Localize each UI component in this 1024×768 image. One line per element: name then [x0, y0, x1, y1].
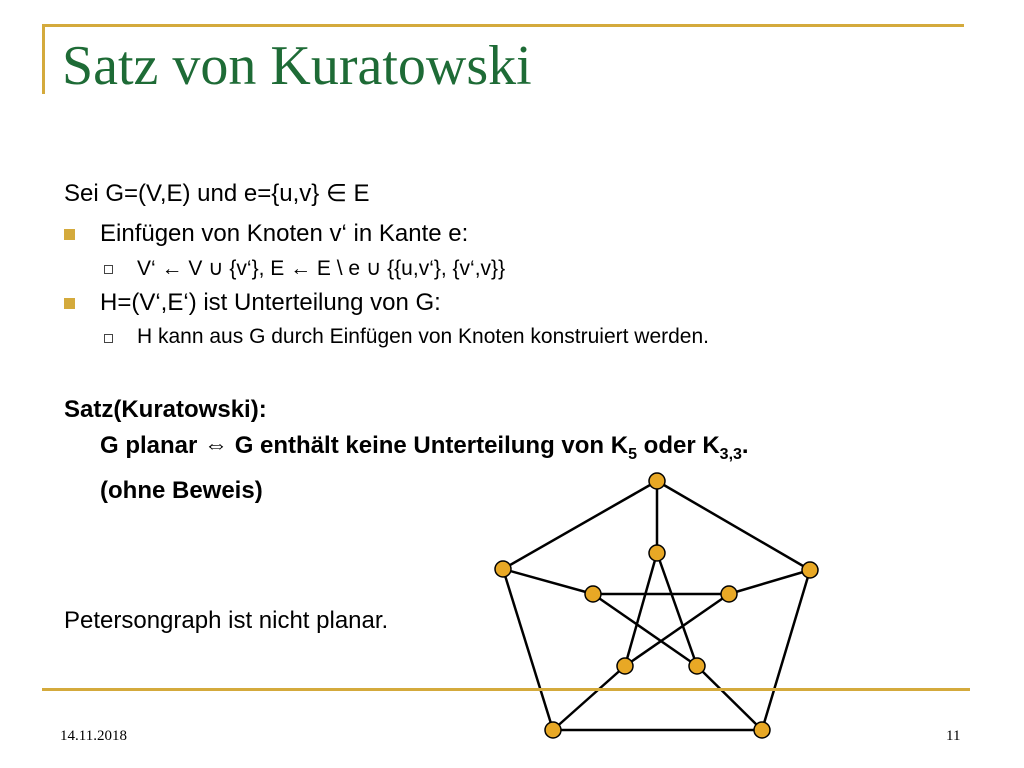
- sub-bullet-box-icon: [104, 334, 113, 343]
- graph-node: [649, 545, 665, 561]
- intro-text: Sei G=(V,E) und e={u,v} ∈ E: [64, 180, 370, 207]
- bottom-border-line: [42, 688, 970, 691]
- graph-edge: [503, 569, 553, 730]
- graph-edge: [503, 569, 593, 594]
- graph-node: [721, 586, 737, 602]
- graph-edge: [657, 553, 697, 666]
- theorem-heading: Satz(Kuratowski):: [64, 396, 267, 423]
- theorem-statement: G planar ⇔ G enthält keine Unterteilung von $K_5$ oder $K_{3,3}$.: [100, 432, 749, 463]
- bullet-insert-node: Einfügen von Knoten v‘ in Kante e:: [100, 220, 469, 247]
- bullet-square-icon: [64, 229, 75, 240]
- conclusion-text: Petersongraph ist nicht planar.: [64, 607, 389, 634]
- graph-edge: [625, 553, 657, 666]
- graph-edge: [625, 594, 729, 666]
- graph-node: [617, 658, 633, 674]
- graph-node: [754, 722, 770, 738]
- graph-edge: [657, 481, 810, 570]
- graph-node: [495, 561, 511, 577]
- graph-node: [585, 586, 601, 602]
- left-border-line: [42, 24, 45, 94]
- graph-node: [545, 722, 561, 738]
- equivalence-symbol: ⇔: [204, 432, 229, 459]
- graph-edge: [503, 481, 657, 569]
- graph-edge: [762, 570, 810, 730]
- footer-page-number: 11: [946, 728, 961, 744]
- graph-node: [802, 562, 818, 578]
- slide-title: Satz von Kuratowski: [62, 35, 532, 97]
- theorem-note: (ohne Beweis): [100, 476, 263, 504]
- sub-bullet-insert-formula: V‘ ← V ∪ {v‘}, E ← E \ e ∪ {{u,v‘}, {v‘,v}}: [137, 257, 506, 280]
- k5-subscript: 5: [628, 445, 637, 463]
- sub-bullet-box-icon: [104, 265, 113, 274]
- graph-node: [689, 658, 705, 674]
- footer-date: 14.11.2018: [60, 728, 127, 744]
- graph-edge: [553, 666, 625, 730]
- graph-edge: [593, 594, 697, 666]
- bullet-subdivision: H=(V‘,E‘) ist Unterteilung von G:: [100, 289, 441, 316]
- graph-node: [649, 473, 665, 489]
- graph-edge: [697, 666, 762, 730]
- bullet-square-icon: [64, 298, 75, 309]
- k33-subscript: 3,3: [719, 445, 742, 463]
- graph-edge: [729, 570, 810, 594]
- graph-edges: [503, 481, 810, 730]
- petersen-graph: [480, 464, 820, 754]
- sub-bullet-subdivision-definition: H kann aus G durch Einfügen von Knoten konstruiert werden.: [137, 325, 710, 348]
- top-border-line: [42, 24, 964, 27]
